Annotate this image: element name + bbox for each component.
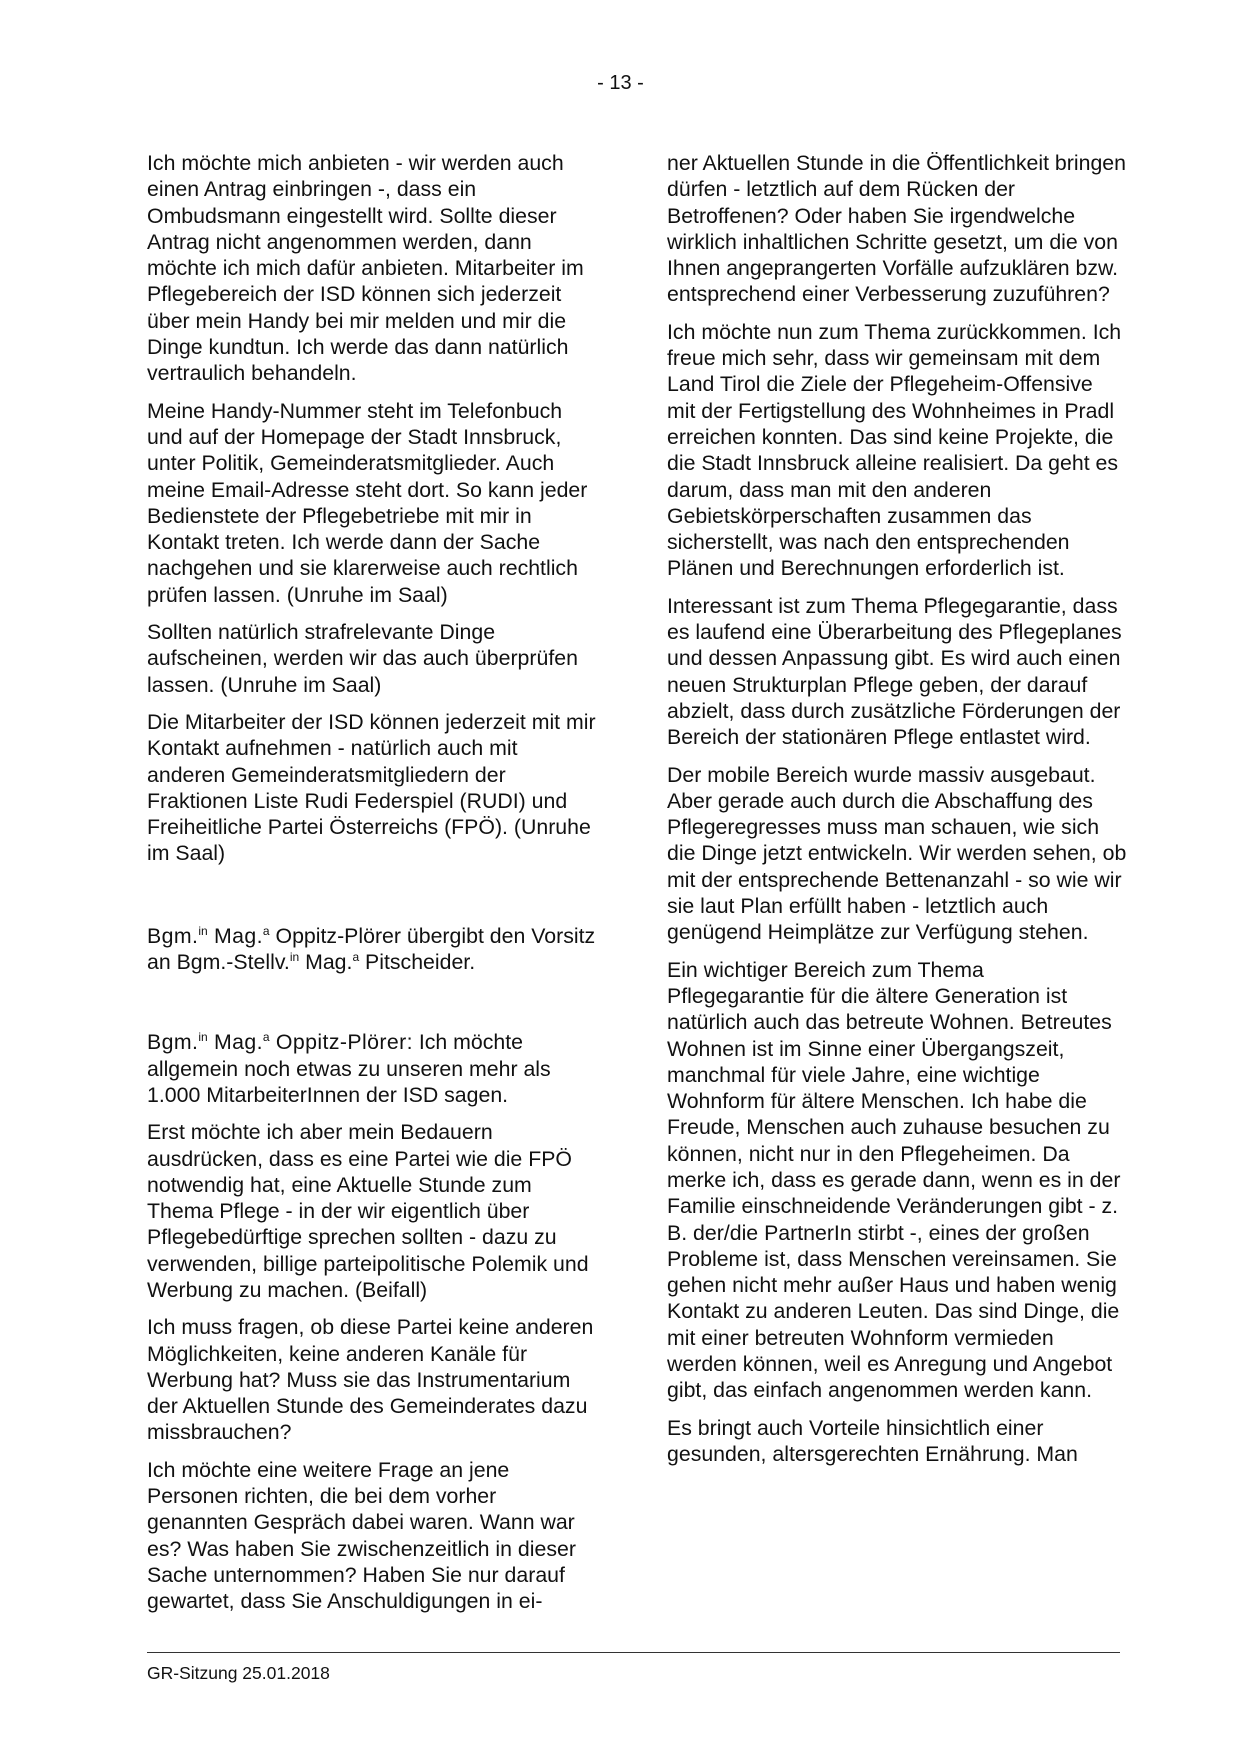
paragraph: Es bringt auch Vorteile hinsichtlich einer gesunden, altersgerechten Ernährung. Man (667, 1415, 1078, 1466)
paragraph: Erst möchte ich aber mein Bedauern ausdrücken, dass es eine Partei wie die FPÖ notwendig hat, eine Aktuelle Stunde zum Thema Pflege - in der wir eigentlich über Pflegebedürftige sprechen sollten - dazu zu verwenden, billige parteipolitische Polemik und Werbung zu machen. (Beifall) (147, 1120, 589, 1302)
paragraph: Die Mitarbeiter der ISD können jederzeit mit mir Kontakt aufnehmen - natürlich auch mit anderen Gemeinderatsmitgliedern der Fraktionen Liste Rudi Federspiel (RUDI) und Freiheitliche Partei Österreichs (FPÖ). (Unruhe im Saal) (147, 709, 596, 866)
paragraph: Ein wichtiger Bereich zum Thema Pflegegarantie für die ältere Generation ist natürlich auch das betreute Wohnen. Betreutes Wohnen ist im Sinne einer Übergangszeit, manchmal für viele Jahre, eine wichtige Wohnform für ältere Menschen. Ich habe die Freude, Menschen auch zuhause besuchen zu können, nicht nur in den Pflegeheimen. Da merke ich, dass es gerade dann, wenn es in der Familie einschneidende Veränderungen gibt - z. B. der/die PartnerIn stirbt -, eines der großen Probleme ist, dass Menschen vereinsamen. Sie gehen nicht mehr außer Haus und haben wenig Kontakt zu anderen Leuten. Das sind Dinge, die mit einer betreuten Wohnform vermieden werden können, weil es Anregung und Angebot gibt, das einfach angenommen werden kann. (667, 957, 1121, 1403)
paragraph: Ich muss fragen, ob diese Partei keine anderen Möglichkeiten, keine anderen Kanäle für Werbung hat? Muss sie das Instrumentarium der Aktuellen Stunde des Gemeinderates dazu missbrauchen? (147, 1315, 594, 1445)
paragraph: Der mobile Bereich wurde massiv ausgebaut. Aber gerade auch durch die Abschaffung des Pflegeregresses muss man schauen, wie sich die Dinge jetzt entwickeln. Wir werden sehen, ob mit der entsprechende Bettenanzahl - so wie wir sie laut Plan erfüllt haben - letztlich auch genügend Heimplätze zur Verfügung stehen. (667, 762, 1127, 945)
paragraph: Meine Handy-Nummer steht im Telefonbuch und auf der Homepage der Stadt Innsbruck, unter Politik, Gemeinderatsmitglieder. Auch meine Email-Adresse steht dort. So kann jeder Bedienstete der Pflegebetriebe mit mir in Kontakt treten. Ich werde dann der Sache nachgehen und sie klarerweise auch rechtlich prüfen lassen. (Unruhe im Saal) (147, 398, 588, 607)
paragraph: Interessant ist zum Thema Pflegegarantie, dass es laufend eine Überarbeitung des Pflegeplanes und dessen Anpassung gibt. Es wird auch einen neuen Strukturplan Pflege geben, der darauf abzielt, dass durch zusätzliche Förderungen der Bereich der stationären Pflege entlastet wird. (667, 593, 1122, 750)
paragraph: Ich möchte eine weitere Frage an jene Personen richten, die bei dem vorher genannten Gespräch dabei waren. Wann war es? Was haben Sie zwischenzeitlich in dieser Sache unternommen? Haben Sie nur darauf gewartet, dass Sie Anschuldigungen in ei- (147, 1457, 576, 1614)
handover-note: Bgm.$^{in}$ Mag.$^a$ Oppitz-Plörer übergibt den Vorsitz an Bgm.-Stellv.$^{in}$ Mag.$^a$ Pitscheider. (147, 923, 596, 975)
left-column (147, 150, 597, 1626)
paragraph: Sollten natürlich strafrelevante Dinge aufscheinen, werden wir das auch überprüfen lassen. (Unruhe im Saal) (147, 620, 578, 697)
footer-divider (147, 1652, 1120, 1653)
speaker-name: Oppitz-Plörer: (269, 1030, 413, 1055)
paragraph: ner Aktuellen Stunde in die Öffentlichkeit bringen dürfen - letztlich auf dem Rücken der Betroffenen? Oder haben Sie irgendwelche wirklich inhaltlichen Schritte gesetzt, um die von Ihnen angeprangerten Vorfälle aufzuklären bzw. entsprechend einer Verbesserung zuzuführen? (667, 151, 1126, 307)
paragraph: Ich möchte nun zum Thema zurückkommen. Ich freue mich sehr, dass wir gemeinsam mit dem Land Tirol die Ziele der Pflegeheim-Offensive mit der Fertigstellung des Wohnheimes in Pradl erreichen konnten. Das sind keine Projekte, die die Stadt Innsbruck alleine realisiert. Da geht es darum, dass man mit den anderen Gebietskörperschaften zusammen das sicherstellt, was nach den entsprechenden Plänen und Berechnungen erforderlich ist. (667, 319, 1122, 581)
page-number: - 13 - (597, 72, 644, 94)
right-column (667, 150, 1127, 1478)
speaker-title: Bgm. (147, 1030, 199, 1055)
footer-session-date: GR-Sitzung 25.01.2018 (147, 1663, 330, 1683)
paragraph: Ich möchte mich anbieten - wir werden auch einen Antrag einbringen -, dass ein Ombudsmann eingestellt wird. Sollte dieser Antrag nicht angenommen werden, dann möchte ich mich dafür anbieten. Mitarbeiter im Pflegebereich der ISD können sich jederzeit über mein Handy bei mir melden und mir die Dinge kundtun. Ich werde das dann natürlich vertraulich behandeln. (147, 151, 584, 386)
speaker-statement: Bgm.$^{in}$ Mag.$^a$ Oppitz-Plörer: Ich möchte allgemein noch etwas zu unseren mehr als 1.000 MitarbeiterInnen der ISD sagen. (147, 1030, 551, 1107)
